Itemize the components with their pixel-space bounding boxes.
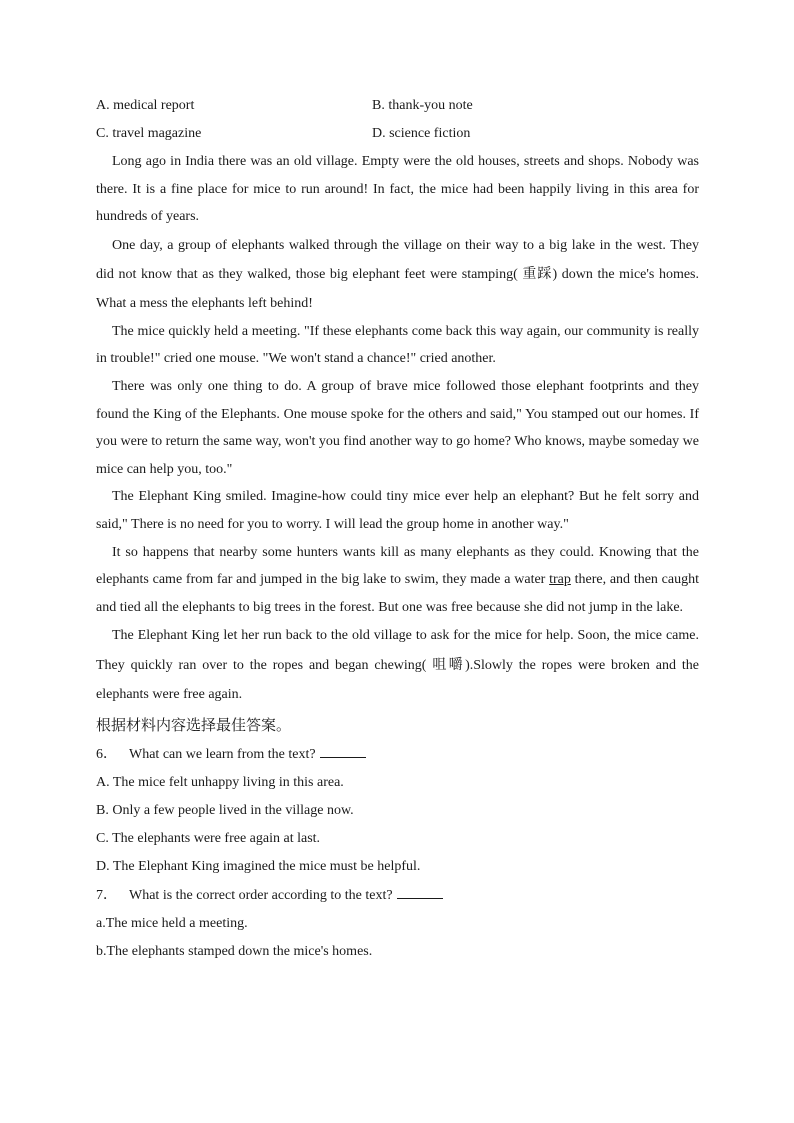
options-row-2 bbox=[96, 120, 699, 148]
passage-paragraph-2: One day, a group of elephants walked through the village on their way to a big lake in the west. They did not know that as they walked, those big elephant feet were stamping( 重踩) down the mice's homes. What a mess the elephants left behind! bbox=[96, 237, 699, 311]
q6-option-d: D. The Elephant King imagined the mice must be helpful. bbox=[96, 858, 421, 874]
q6-option-b: B. Only a few people lived in the village now. bbox=[96, 802, 354, 818]
answer-blank-7[interactable] bbox=[397, 884, 443, 899]
option-c: C. travel magazine bbox=[96, 126, 202, 141]
passage-paragraph-4: There was only one thing to do. A group of brave mice followed those elephant footprints and they found the King of the Elephants. One mouse spoke for the others and said," You stamped out our homes. If you were to return the same way, won't you find another way to go home? Who knows, maybe someday we mice can help you, too." bbox=[96, 378, 699, 477]
q6-option-c: C. The elephants were free again at last. bbox=[96, 830, 321, 846]
q7-item-b: b.The elephants stamped down the mice's homes. bbox=[96, 943, 373, 959]
options-row-1 bbox=[96, 92, 699, 120]
option-a: A. medical report bbox=[96, 98, 195, 113]
question-7 bbox=[96, 881, 699, 910]
underlined-word-trap: trap bbox=[549, 572, 571, 588]
instruction-text: 根据材料内容选择最佳答案。 bbox=[96, 715, 292, 734]
passage-paragraph-1: Long ago in India there was an old village. Empty were the old houses, streets and shops. Nobody was there. It is a fine place for mice to run around! In fact, the mice had been happily living in this area for hundreds of years. bbox=[96, 154, 699, 225]
q7-item-a: a.The mice held a meeting. bbox=[96, 915, 248, 931]
p6-text-before: It so happens that nearby some hunters wants kill as many elephants as they could. Knowing that the elephants came from far and jumped in the big lake to swim, they made a water bbox=[96, 544, 699, 588]
passage-paragraph-7: The Elephant King let her run back to the old village to ask for the mice for help. Soon, the mice came. They quickly ran over to the ropes and began chewing( 咀嚼).Slowly the ropes were broken and the elephants were free again. bbox=[96, 628, 699, 703]
question-6-text: What can we learn from the text? bbox=[129, 746, 316, 762]
answer-blank-6[interactable] bbox=[320, 743, 366, 758]
option-b: B. thank-you note bbox=[372, 98, 473, 113]
passage-paragraph-6 bbox=[96, 539, 699, 622]
passage-paragraph-3: The mice quickly held a meeting. "If these elephants come back this way again, our community is really in trouble!" cried one mouse. "We won't stand a chance!" cried another. bbox=[96, 323, 699, 367]
document-page bbox=[96, 92, 699, 966]
question-7-number: 7． bbox=[96, 887, 117, 903]
question-6 bbox=[96, 740, 699, 769]
q6-option-a: A. The mice felt unhappy living in this area. bbox=[96, 774, 344, 790]
p6-text-after: there, and then caught and tied all the elephants to big trees in the forest. But one was free because she did not jump in the lake. bbox=[96, 572, 699, 615]
passage-paragraph-5: The Elephant King smiled. Imagine-how could tiny mice ever help an elephant? But he felt sorry and said," There is no need for you to worry. I will lead the group home in another way." bbox=[96, 489, 699, 532]
question-7-text: What is the correct order according to the text? bbox=[129, 887, 393, 903]
option-d: D. science fiction bbox=[372, 126, 471, 141]
question-6-number: 6． bbox=[96, 746, 117, 762]
